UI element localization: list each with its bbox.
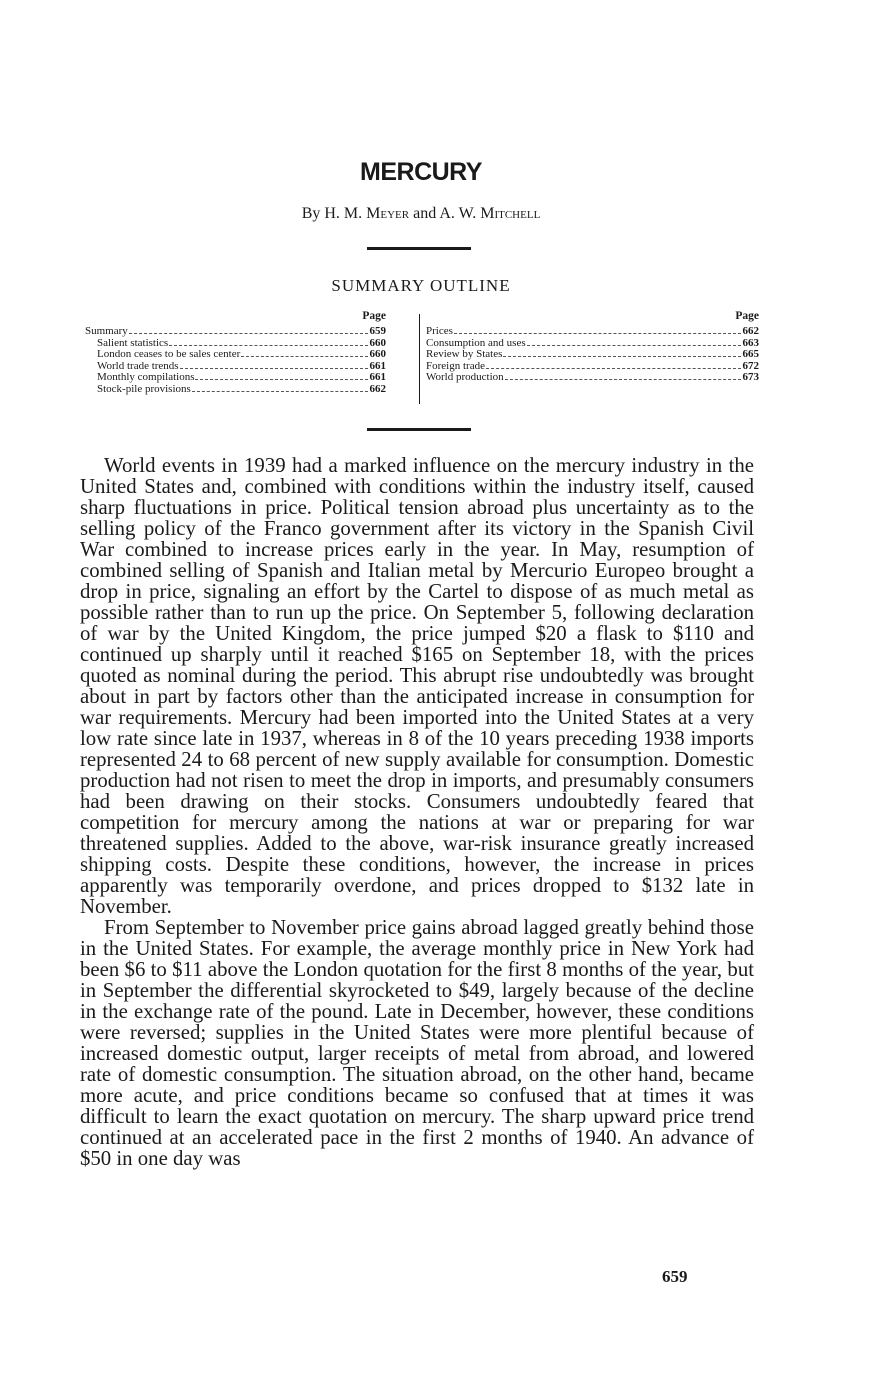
outline-entry-label: Salient statistics [97,336,169,349]
outline-column-divider [419,314,420,404]
outline-divider [367,428,471,431]
outline-entry-label: London ceases to be sales center [97,348,241,361]
leader-dots [180,368,368,369]
outline-entry-label: Monthly compilations [97,371,195,384]
leader-dots [505,379,741,380]
outline-entry-page: 663 [742,336,759,349]
outline-entry [426,372,759,384]
outline-entry-label: Review by States [426,348,503,361]
outline-entry-page: 660 [369,336,386,349]
outline-entry [85,326,386,338]
leader-dots [486,368,741,369]
outline-entry-page: 662 [742,325,759,337]
page-column-label: Page [362,310,386,322]
outline-entry [426,326,759,338]
byline-prefix: By H. M. [301,205,363,222]
page-number: 659 [662,1267,688,1286]
byline [0,205,842,223]
leader-dots [169,345,367,346]
outline-left-column [85,311,386,396]
byline-and: and A. W. [413,205,477,222]
author-name: Meyer [366,205,410,222]
body-paragraph: World events in 1939 had a marked influence on the mercury industry in the United States and, combined with conditions within the industry itself, caused sharp fluctuations in price. Political tension abroad plus uncertainty as to the selling policy of the Franco government after its victory in the Spanish Civil War combined to increase prices early in the year. In May, resumption of combined selling of Spanish and Italian metal by Mercurio Europeo brought a drop in price, signaling an effort by the Cartel to dispose of as much metal as possible rather than to run up the price. On September 5, following declaration of war by the United Kingdom, the price jumped $20 a flask to $110 and continued up sharply until it reached $165 on September 18, with the prices quoted as nominal during the period. This abrupt rise undoubtedly was brought about in part by factors other than the anticipated increase in consumption for war requirements. Mercury had been imported into the United States at a very low rate since late in 1937, whereas in 8 of the 10 years preceding 1938 imports represented 24 to 68 percent of new supply available for consumption. Domestic production had not risen to meet the drop in imports, and presumably consumers had been drawing on their stocks. Consumers undoubtedly feared that competition for mercury among the nations at war or preparing for war threatened supplies. Added to the above, war-risk insurance greatly increased shipping costs. Despite these conditions, however, the increase in prices apparently was temporarily overdone, and prices dropped to $132 late in November. [80,454,754,918]
summary-outline-heading: SUMMARY OUTLINE [331,276,511,295]
leader-dots [129,333,368,334]
outline-entry-page: 660 [369,348,386,361]
outline-right-column [426,311,759,384]
outline-entry-page: 665 [742,348,759,361]
author-name: Mitchell [480,205,541,222]
outline-entry-page: 661 [369,359,386,372]
outline-entry-page: 672 [742,359,759,372]
outline-entry-page: 662 [369,382,386,395]
outline-entry-page: 659 [369,325,386,337]
outline-entry-label: Foreign trade [426,359,485,372]
outline-entry-label: Consumption and uses [426,336,526,349]
outline-entry-label: World trade trends [97,359,179,372]
title-divider [367,247,471,250]
leader-dots [503,356,740,357]
leader-dots [195,379,367,380]
leader-dots [192,391,368,392]
leader-dots [454,333,741,334]
outline-entry-label: Stock-pile provisions [97,382,191,395]
outline-entry-label: Summary [85,325,128,337]
outline-entry-label: Prices [426,325,453,337]
leader-dots [241,356,367,357]
outline-entry-label: World production [426,371,504,384]
outline-entry [85,384,386,396]
outline-entry-page: 673 [742,371,759,384]
page-column-label: Page [735,310,759,322]
leader-dots [527,345,741,346]
body-paragraph: From September to November price gains abroad lagged greatly behind those in the United States. For example, the average monthly price in New York had been $6 to $11 above the London quotation for the first 8 months of the year, but in September the differential skyrocketed to $49, largely because of the decline in the exchange rate of the pound. Late in December, however, these conditions were reversed; supplies in the United States were more plentiful because of increased domestic output, larger receipts of metal from abroad, and lowered rate of domestic consumption. The situation abroad, on the other hand, became more acute, and price conditions became so confused that at times it was difficult to learn the exact quotation on mercury. The sharp upward price trend continued at an accelerated pace in the first 2 months of 1940. An advance of $50 in one day was [80,916,754,1170]
outline-entry-page: 661 [369,371,386,384]
article-body [80,455,754,1169]
article-title: MERCURY [360,158,482,186]
